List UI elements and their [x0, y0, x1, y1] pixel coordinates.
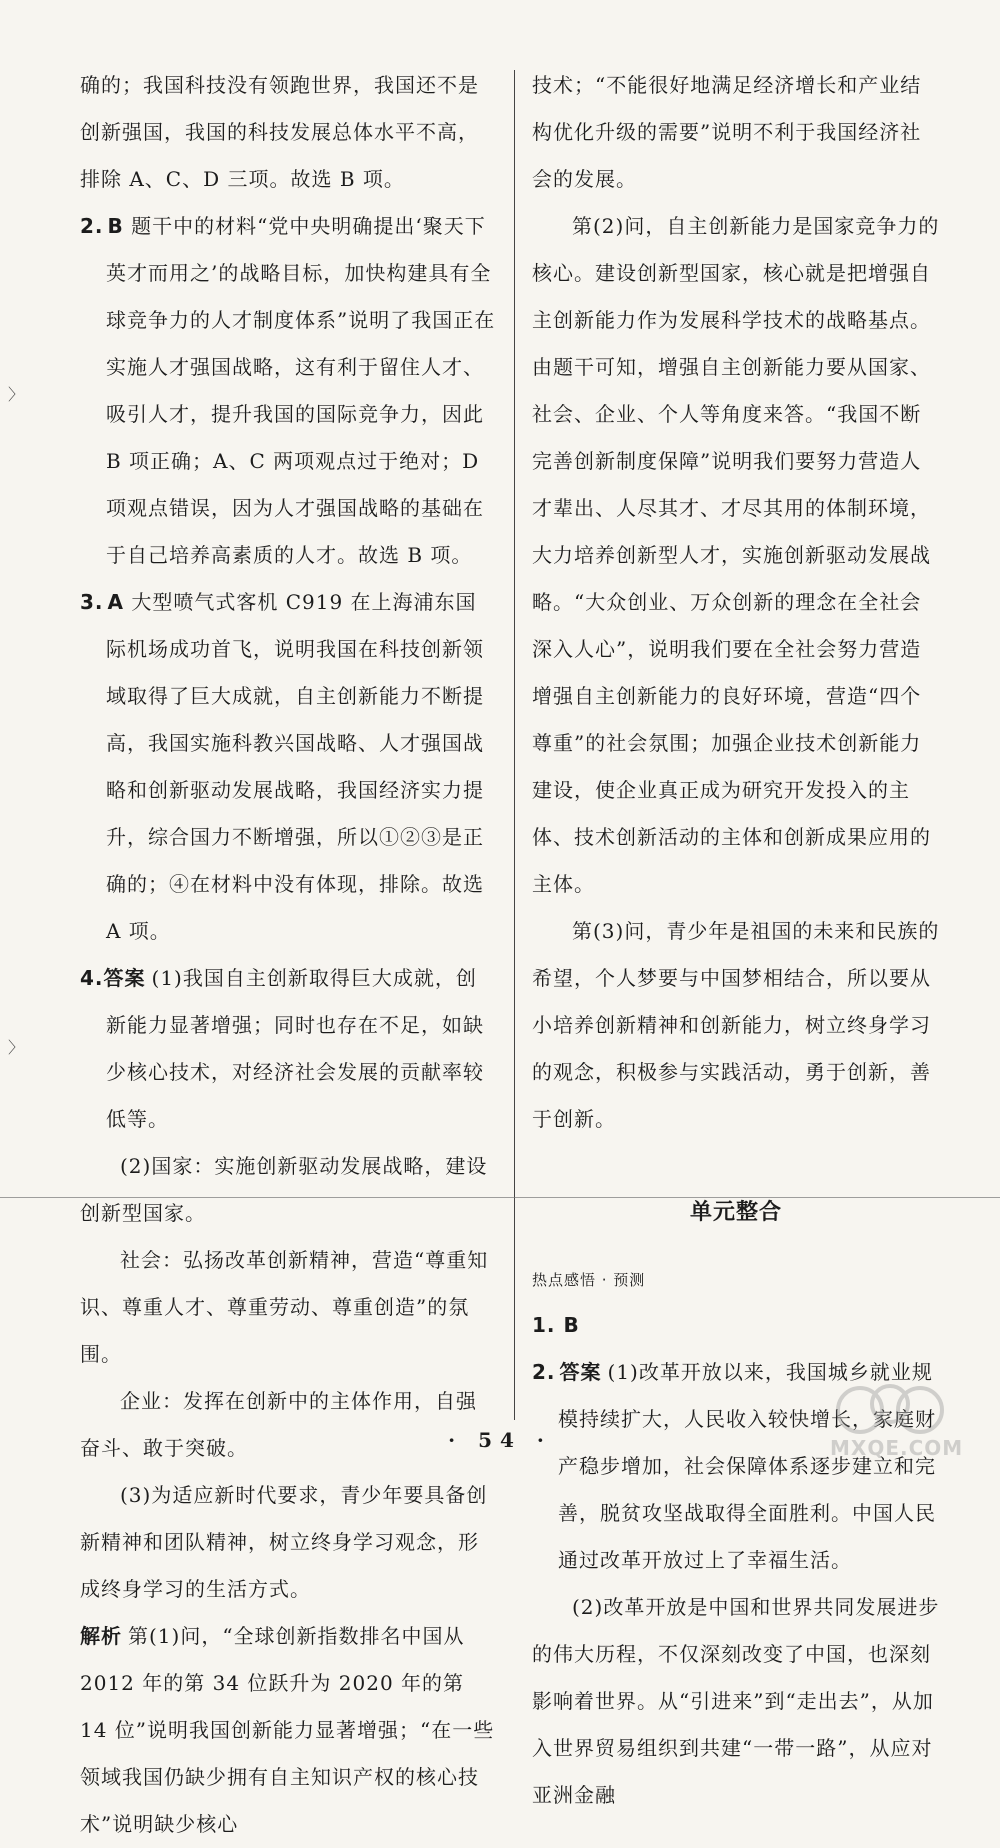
paragraph: 确的；我国科技没有领跑世界，我国还不是创新强国，我国的科技发展总体水平不高，排除 A、C、D 三项。故选 B 项。 [80, 73, 479, 191]
watermark-icon [820, 1382, 980, 1438]
paragraph: 第(3)问，青少年是祖国的未来和民族的希望，个人梦要与中国梦相结合，所以要从小培养创新精神和创新能力，树立终身学习的观念，积极参与实践活动，勇于创新，善于创新。 [532, 919, 940, 1131]
watermark-text: MXQE.COM [830, 1436, 964, 1460]
paragraph: 第(2)问，自主创新能力是国家竞争力的核心。建设创新型国家，核心就是把增强自主创新能力作为发展科学技术的战略基点。由题干可知，增强自主创新能力要从国家、社会、企业、个人等角度来答。“我国不断完善创新制度保障”说明我们要努力营造人才辈出、人尽其才、才尽其用的体制环境，大力培养创新型人才，实施创新驱动发展战略。“大众创业、万众创新的理念在全社会深入人心”，说明我们要在全社会努力营造增强自主创新能力的良好环境，营造“四个尊重”的社会氛围；加强企业技术创新能力建设，使企业真正成为研究开发投入的主体、技术创新活动的主体和创新成果应用的主体。 [532, 214, 940, 896]
watermark-logo [820, 1382, 980, 1462]
right-column [532, 62, 940, 1819]
analysis-text: 第(1)问，“全球创新指数排名中国从 2012 年的第 34 位跃升为 2020 年的第 14 位”说明我国创新能力显著增强；“在一些领域我国仍缺少拥有自主知识产权的核心技术”说明缺少核心 [80, 1624, 495, 1836]
question-text: 大型喷气式客机 C919 在上海浦东国际机场成功首飞，说明我国在科技创新领域取得了巨大成就，自主创新能力不断提高，我国实施科教兴国战略、人才强国战略和创新驱动发展战略，我国经济实力提升，综合国力不断增强，所以①②③是正确的；④在材料中没有体现，排除。故选 A 项。 [106, 590, 484, 943]
question-text: 题干中的材料“党中央明确提出‘聚天下英才而用之’的战略目标，加快构建具有全球竞争力的人才制度体系”说明了我国正在实施人才强国战略，这有利于留住人才、吸引人才，提升我国的国际竞争力，因此 B 项正确；A、C 两项观点过于绝对；D 项观点错误，因为人才强国战略的基础在于自己培养高素质的人才。故选 B 项。 [106, 214, 496, 567]
subheading: 热点感悟 · 预测 [532, 1271, 646, 1289]
answer-letter: A [107, 590, 124, 614]
page-number: · 54 · [448, 1428, 552, 1452]
answer-text: (1)我国自主创新取得巨大成就，创新能力显著增强；同时也存在不足，如缺少核心技术，对经济社会发展的贡献率较低等。 [106, 966, 484, 1131]
paragraph: 技术；“不能很好地满足经济增长和产业结构优化升级的需要”说明不利于我国经济社会的发展。 [532, 73, 922, 191]
answer-letter: B [107, 214, 124, 238]
paragraph: 社会：弘扬改革创新精神，营造“尊重知识、尊重人才、尊重劳动、尊重创造”的氛围。 [80, 1248, 489, 1366]
paragraph: (3)为适应新时代要求，青少年要具备创新精神和团队精神，树立终身学习观念，形成终身学习的生活方式。 [80, 1483, 488, 1601]
answer-label: 答案 [103, 966, 146, 990]
question-2-unit: 2. 答案 (1)改革开放以来，我国城乡就业规模持续扩大，人民收入较快增长，家庭财产稳步增加，社会保障体系逐步建立和完善，脱贫攻坚战取得全面胜利。中国人民通过改革开放过上了幸福生活。 [532, 1360, 936, 1572]
scan-mark: 〉 [8, 1038, 25, 1057]
section-heading: 单元整合 [689, 1200, 782, 1225]
question-4: 4.答案 (1)我国自主创新取得巨大成就，创新能力显著增强；同时也存在不足，如缺少核心技术，对经济社会发展的贡献率较低等。 [80, 966, 484, 1131]
analysis-label: 解析 [80, 1624, 122, 1648]
left-column [80, 62, 496, 1848]
analysis [80, 1613, 496, 1848]
question-2: 2. B 题干中的材料“党中央明确提出‘聚天下英才而用之’的战略目标，加快构建具有全球竞争力的人才制度体系”说明了我国正在实施人才强国战略，这有利于留住人才、吸引人才，提升我国的国际竞争力，因此 B 项正确；A、C 两项观点过于绝对；D 项观点错误，因为人才强国战略的基础在于自己培养高素质的人才。故选 B 项。 [80, 214, 496, 567]
question-3: 3. A 大型喷气式客机 C919 在上海浦东国际机场成功首飞，说明我国在科技创新领域取得了巨大成就，自主创新能力不断提高，我国实施科教兴国战略、人才强国战略和创新驱动发展战略，我国经济实力提升，综合国力不断增强，所以①②③是正确的；④在材料中没有体现，排除。故选 A 项。 [80, 590, 484, 943]
paragraph: (2)国家：实施创新驱动发展战略，建设创新型国家。 [80, 1154, 488, 1225]
question-1: 1. B [532, 1313, 580, 1337]
column-divider [514, 70, 515, 1420]
paragraph: (2)改革开放是中国和世界共同发展进步的伟大历程，不仅深刻改变了中国，也深刻影响着世界。从“引进来”到“走出去”，从加入世界贸易组织到共建“一带一路”，从应对亚洲金融 [532, 1595, 940, 1807]
scan-mark: 〉 [8, 385, 25, 404]
paragraph: 企业：发挥在创新中的主体作用，自强奋斗、敢于突破。 [80, 1389, 477, 1460]
answer-text: (1)改革开放以来，我国城乡就业规模持续扩大，人民收入较快增长，家庭财产稳步增加，社会保障体系逐步建立和完善，脱贫攻坚战取得全面胜利。中国人民通过改革开放过上了幸福生活。 [558, 1360, 936, 1572]
answer-label: 答案 [559, 1360, 602, 1384]
